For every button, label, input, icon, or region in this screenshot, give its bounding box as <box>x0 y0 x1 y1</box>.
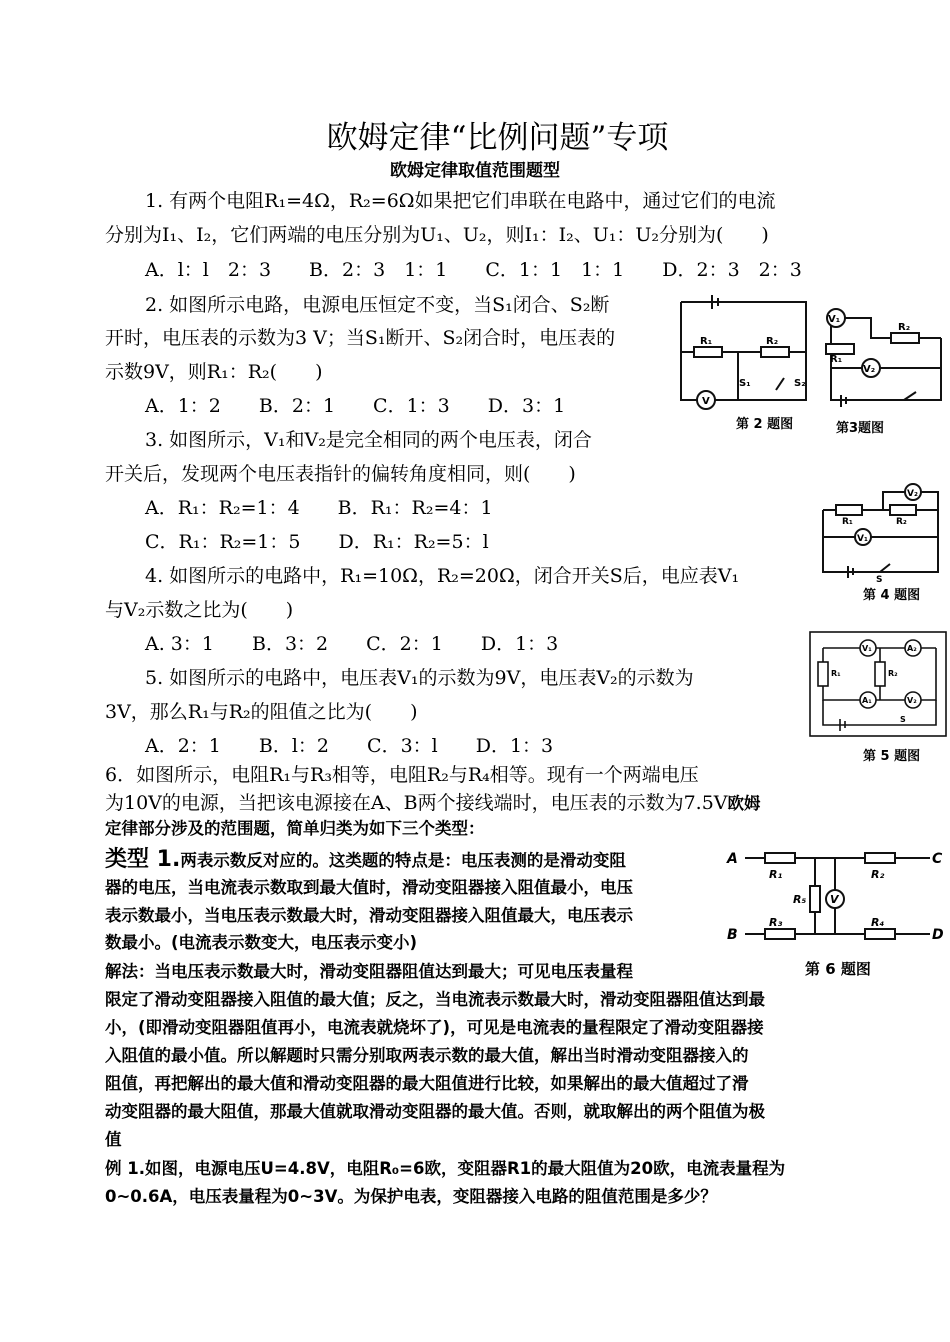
solution-line-6: 动变阻器的最大阻值，那最大值就取滑动变阻器的最大值。否则，就取解出的两个阻值为极 <box>105 1102 765 1121</box>
solution-line-5: 阻值，再把解出的最大值和滑动变阻器的最大阻值进行比较，如果解出的最大值超过了滑 <box>105 1074 749 1093</box>
figure-5-circuit <box>808 630 948 766</box>
q5-options: A．2：1 B．l：2 C．3：l D．1：3 <box>145 735 554 757</box>
fig3-label-v2: V₂ <box>863 364 876 375</box>
q6-line-3: 定律部分涉及的范围题，简单归类为如下三个类型： <box>105 819 485 838</box>
q6-line-2-text: 为10V的电源，当把该电源接在A、B两个接线端时，电压表的示数为7.5V <box>105 792 728 814</box>
fig5-label-s: S <box>900 715 906 724</box>
q4-options: A. 3：1 B．3：2 C．2：1 D．1：3 <box>145 633 559 655</box>
q5-line-2: 3V，那么R₁与R₂的阻值之比为( ) <box>105 701 418 723</box>
example1-line-2: 0~0.6A，电压表量程为0~3V。为保护电表，变阻器接入电路的阻值范围是多少？ <box>105 1187 717 1206</box>
fig2-caption: 第 2 题图 <box>736 417 794 432</box>
fig3-caption: 第3题图 <box>836 421 885 436</box>
fig2-label-s1: S₁ <box>739 378 751 389</box>
fig2-label-s2: S₂ <box>794 378 806 389</box>
fig2-label-r2: R₂ <box>766 336 779 347</box>
fig5-label-v1: V₁ <box>862 644 872 653</box>
q6-line-2-tail: 欧姆 <box>727 794 761 813</box>
fig2-label-r1: R₁ <box>700 336 713 347</box>
q3-line-2: 开关后，发现两个电压表指针的偏转角度相同，则( ) <box>105 463 576 485</box>
q3-options-ab: A．R₁：R₂=1：4 B．R₁：R₂=4：1 <box>145 497 493 519</box>
fig6-label-r5: R₅ <box>793 893 807 906</box>
fig6-caption: 第 6 题图 <box>805 960 871 978</box>
page-subtitle: 欧姆定律取值范围题型 <box>390 161 560 181</box>
fig5-label-a1: A₁ <box>862 696 872 705</box>
fig3-label-r2: R₂ <box>898 322 911 333</box>
q2-options: A．1：2 B．2：1 C．1：3 D．3：1 <box>145 395 566 417</box>
q2-line-2: 开时，电压表的示数为3 V；当S₁断开、S₂闭合时，电压表的 <box>105 327 616 349</box>
type1-line-1 <box>105 845 626 876</box>
q6-line-1: 6．如图所示，电阻R₁与R₃相等，电阻R₂与R₄相等。现有一个两端电压 <box>105 764 699 786</box>
fig6-label-v: V <box>830 893 839 906</box>
solution-line-7: 值 <box>105 1130 122 1149</box>
fig6-terminal-a: A <box>727 851 738 867</box>
fig5-label-r1: R₁ <box>831 669 841 678</box>
fig5-label-v2: V₂ <box>907 696 917 705</box>
solution-line-3: 小，(即滑动变阻器阻值再小，电流表就烧坏了)，可见是电流表的量程限定了滑动变阻器接 <box>105 1018 764 1037</box>
solution-line-2: 限定了滑动变阻器接入阻值的最大值；反之，当电流表示数最大时，滑动变阻器阻值达到最 <box>105 990 765 1009</box>
type1-line-2: 器的电压，当电流表示数取到最大值时，滑动变阻器接入阻值最小，电压 <box>105 878 633 897</box>
fig3-label-v1: V₁ <box>828 314 841 325</box>
fig6-terminal-d: D <box>932 927 944 943</box>
fig3-label-r1: R₁ <box>830 354 843 365</box>
figure-4-circuit <box>818 482 948 606</box>
q3-options-cd: C．R₁：R₂=1：5 D．R₁：R₂=5：l <box>145 531 489 553</box>
q1-line-1: 1. 有两个电阻R₁=4Ω，R₂=6Ω如果把它们串联在电路中，通过它们的电流 <box>145 190 776 212</box>
fig6-label-r4: R₄ <box>871 916 885 929</box>
page-title: 欧姆定律“比例问题”专项 <box>326 120 669 156</box>
fig4-caption: 第 4 题图 <box>863 588 921 603</box>
type1-line-3: 表示数最小，当电压表示数最大时，滑动变阻器接入阻值最大，电压表示 <box>105 906 633 925</box>
q5-line-1: 5. 如图所示的电路中，电压表V₁的示数为9V，电压表V₂的示数为 <box>145 667 694 689</box>
fig4-label-v1: V₁ <box>857 534 868 544</box>
fig5-label-r2: R₂ <box>888 669 898 678</box>
fig5-caption: 第 5 题图 <box>863 749 921 764</box>
solution-line-4: 入阻值的最小值。所以解题时只需分别取两表示数的最大值，解出当时滑动变阻器接入的 <box>105 1046 749 1065</box>
q3-line-1: 3. 如图所示，V₁和V₂是完全相同的两个电压表，闭合 <box>145 429 592 451</box>
fig6-label-r1: R₁ <box>769 868 783 881</box>
fig6-terminal-c: C <box>932 851 943 867</box>
fig4-label-s: S <box>876 575 883 585</box>
fig6-label-r2: R₂ <box>871 868 885 881</box>
fig4-label-r2: R₂ <box>896 517 907 527</box>
fig2-label-v: V <box>702 396 710 407</box>
q2-line-3: 示数9V，则R₁：R₂( ) <box>105 361 323 383</box>
figure-2-3-circuits <box>676 290 946 440</box>
q2-line-1: 2. 如图所示电路，电源电压恒定不变，当S₁闭合、S₂断 <box>145 294 610 316</box>
q1-line-2: 分别为I₁、I₂，它们两端的电压分别为U₁、U₂，则I₁：I₂、U₁：U₂分别为( ) <box>105 224 769 246</box>
q4-line-1: 4. 如图所示的电路中，R₁=10Ω，R₂=20Ω，闭合开关S后，电应表V₁ <box>145 565 740 587</box>
fig6-label-r3: R₃ <box>769 916 783 929</box>
fig6-terminal-b: B <box>727 927 738 943</box>
type1-line-4: 数最小。(电流表示数变大，电压表示变小) <box>105 933 418 952</box>
q4-line-2: 与V₂示数之比为( ) <box>105 599 294 621</box>
type1-heading: 类型 1. <box>105 847 181 872</box>
solution-line-1: 解法：当电压表示数最大时，滑动变阻器阻值达到最大；可见电压表量程 <box>105 962 633 981</box>
fig5-label-a2: A₂ <box>907 644 917 653</box>
example1-line-1: 例 1.如图，电源电压U=4.8V，电阻R₀=6欧，变阻器R1的最大阻值为20欧，电流表量程为 <box>105 1159 786 1178</box>
fig4-label-v2: V₂ <box>907 489 918 499</box>
q1-options: A．l：l 2：3 B．2：3 1：1 C．1：1 1：1 D．2：3 2：3 <box>145 259 802 281</box>
type1-text-1: 两表示数反对应的。这类题的特点是：电压表测的是滑动变阻 <box>180 851 626 870</box>
fig4-label-r1: R₁ <box>842 517 853 527</box>
figure-6-circuit <box>725 844 947 980</box>
